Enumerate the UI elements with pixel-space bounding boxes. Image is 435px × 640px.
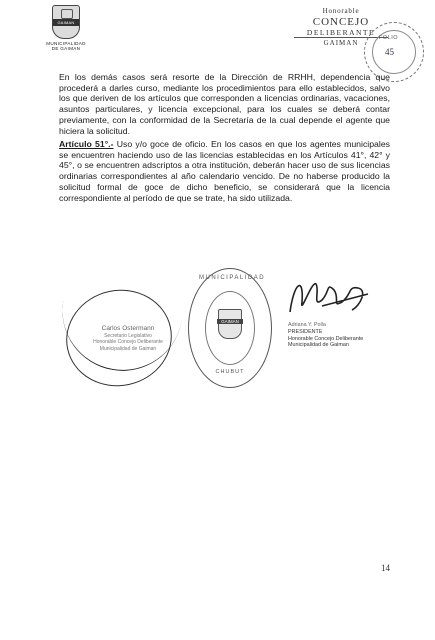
folio-label: FOLIO [379, 35, 399, 41]
left-signature-stamp: Carlos Ostermann Secretario Legislativo Honorable Concejo Deliberante Municipalidad de Gaiman [93, 325, 163, 352]
page-number: 14 [381, 563, 390, 573]
right-signature-scribble [282, 272, 374, 320]
seal-shield-icon [218, 309, 242, 339]
folio-number: 45 [385, 47, 394, 57]
logo-caption: MUNICIPALIDAD DE GAIMAN [46, 41, 86, 51]
municipal-shield-icon: GAIMAN [52, 5, 80, 39]
right-signature-stamp: Adriana Y. Polla PRESIDENTE Honorable Concejo Deliberante Municipalidad de Gaiman [288, 322, 364, 349]
article-51-title: Artículo 51°.- [59, 139, 114, 149]
municipal-logo [42, 5, 90, 51]
article-51 [59, 139, 390, 203]
paragraph-rrhh: En los demás casos será resorte de la Dirección de RRHH, dependencia que procederá a darles curso, mediante los procedimientos para ello establecidos, salvo los que deriven de los artículos que corresponden a licencias ordinarias, vacaciones, asuntos particulares, y licencia excepcional, para los cuales se deberá contar previamente, con la conformidad de la Secretaría de la cual depende el agente que hiciera la solicitud. [59, 72, 390, 136]
municipal-seal: MUNICIPALIDAD GAIMAN CHUBUT [188, 268, 272, 388]
article-51-text: Uso y/o goce de oficio. En los casos en que los agentes municipales se encuentren haciendo uso de las licencias establecidas en los Artículos 41°, 42° y 45°, o se encuentren adscriptos a otra institución, deberán hacer uso de sus licencias ordinarias correspondientes al año calendario vencido. De no haberse producido la solicitud formal de goce de dicho beneficio, se considerará que la licencia correspondiente al período de que se trate, ha sido utilizada. [59, 139, 390, 203]
council-header: Honorable CONCEJO DELIBERANTE GAIMAN [286, 7, 396, 48]
